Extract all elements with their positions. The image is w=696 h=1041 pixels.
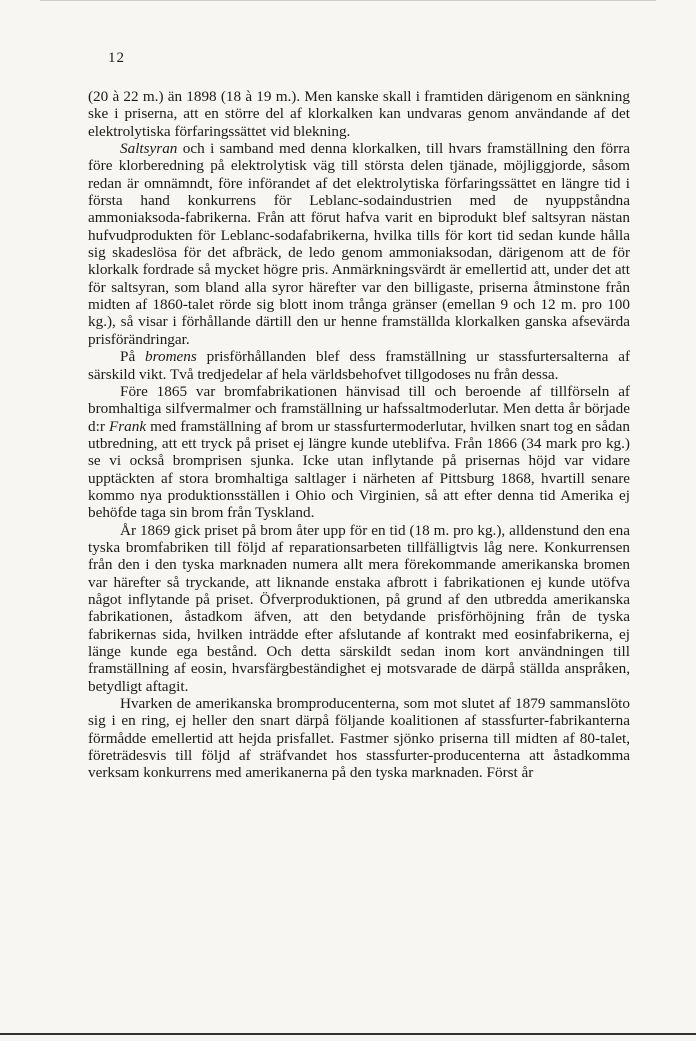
top-edge-rule [40, 0, 656, 1]
italic-term: bromens [145, 348, 197, 366]
paragraph-2 [88, 140, 630, 348]
paragraph-3 [88, 348, 630, 383]
paragraph-1 [88, 88, 630, 140]
text-run: (20 à 22 m.) än 1898 (18 à 19 m.). Men kanske skall i framtiden därigenom en sänkning ske i priserna, att en större del af klorkalken kan undvaras genom användande af det elektrolytiska förfaringssättet vid blekning. [88, 88, 630, 140]
italic-term: Frank [108, 417, 147, 435]
paragraph-5 [88, 522, 630, 695]
text-run: och i samband med denna klorkalken, till hvars framställning den förra före klorberedning på elektrolytisk väg till största delen tjänade, möjliggjorde, såsom redan är omnämndt, före införandet af det elektrolytiska förfaringssättet en längre tid i första hand konkurrens för Leblanc-sodaindustrien med de nyuppståndna ammoniaksoda-fabrikerna. Från att förut hafva varit en biprodukt blef saltsyran nästan hufvudprodukten för Leblanc-sodafabrikerna, hvilka tills för kort tid sedan kunde hålla sig skadeslösa för det afbräck, de ledo genom ammoniaksodan, därigenom att de för klorkalk fordrade så mycket högre pris. Anmärkningsvärdt är emellertid att, under det att för saltsyran, som bland alla syror härefter var den billigaste, priserna åtminstone från midten af 1860-talet rörde sig blott inom trånga gränser (emellan 9 och 12 m. pro 100 kg.), så visar i förhållande därtill den ur henne framställda klorkalken ganska afsevärda prisförändringar. [88, 140, 630, 348]
text-run: Före 1865 var bromfabrikationen hänvisad till och beroende af tillförseln af bromhaltiga silfvermalmer och framställning ur hafssaltmoderlutar. Men detta år började d:r [88, 382, 630, 435]
text-run: År 1869 gick priset på brom åter upp för en tid (18 m. pro kg.), alldenstund den ena tyska bromfabriken till följd af reparationsarbeten tillfälligtvis låg nere. Konkurrensen från den i den tyska marknaden numera allt mera förekommande amerikanska bromen var härefter så tryckande, att liknande enstaka afbrott i fabrikationen ej kunde utöfva något inflytande på priset. Öfverproduktionen, på grund af den utbredda amerikanska fabrikationen, åstadkom äfven, att den betydande prisförhöjning från de tyska fabrikernas sida, hvilken inträdde efter afslutande af kontrakt med eosinfabrikerna, ej länge kunde ega bestånd. Och detta särskildt sedan inom kort användningen till framställning af eosin, hvarsfärgbeständighet ej motsvarade de därpå ställda anspråken, betydligt aftagit. [88, 521, 630, 695]
page-number: 12 [108, 50, 125, 66]
paragraph-4 [88, 383, 630, 522]
text-run: prisförhållanden blef dess framställning ur stassfurtersalterna af särskild vikt. Två tredjedelar af hela världsbehofvet tillgodoses nu från dessa. [88, 348, 630, 383]
body-text [88, 88, 630, 782]
italic-term: Saltsyran [120, 140, 178, 158]
text-run: med framställning af brom ur stassfurtermoderlutar, hvilken snart tog en sådan utbredning, att ett tryck på priset ej längre kunde uteblifva. Från 1866 (34 mark pro kg.) se vi också bromprisen sjunka. Icke utan inflytande på prisernas höjd var vidare upptäckten af stora bromhaltiga saltlager i närheten af Pittsburg 1868, hvartill senare kommo nya produktionsställen i Ohio och Virginien, så att efter denna tid Amerika ej behöfde taga sin brom från Tyskland. [88, 417, 630, 522]
text-run: På [120, 348, 146, 366]
text-run: Hvarken de amerikanska bromproducenterna, som mot slutet af 1879 sammanslöto sig i en ring, ej heller den snart därpå följande koalitionen af stassfurter-fabrikanterna förmådde emellertid att hejda prisfallet. Fastmer sjönko priserna till midten af 80-talet, företrädesvis till följd af sträfvandet hos stassfurter-producenterna att åstadkomma verksam konkurrens med amerikanerna på den tyska marknaden. Först år [88, 695, 630, 782]
bottom-edge-rule [0, 1033, 696, 1035]
paragraph-6 [88, 695, 630, 782]
